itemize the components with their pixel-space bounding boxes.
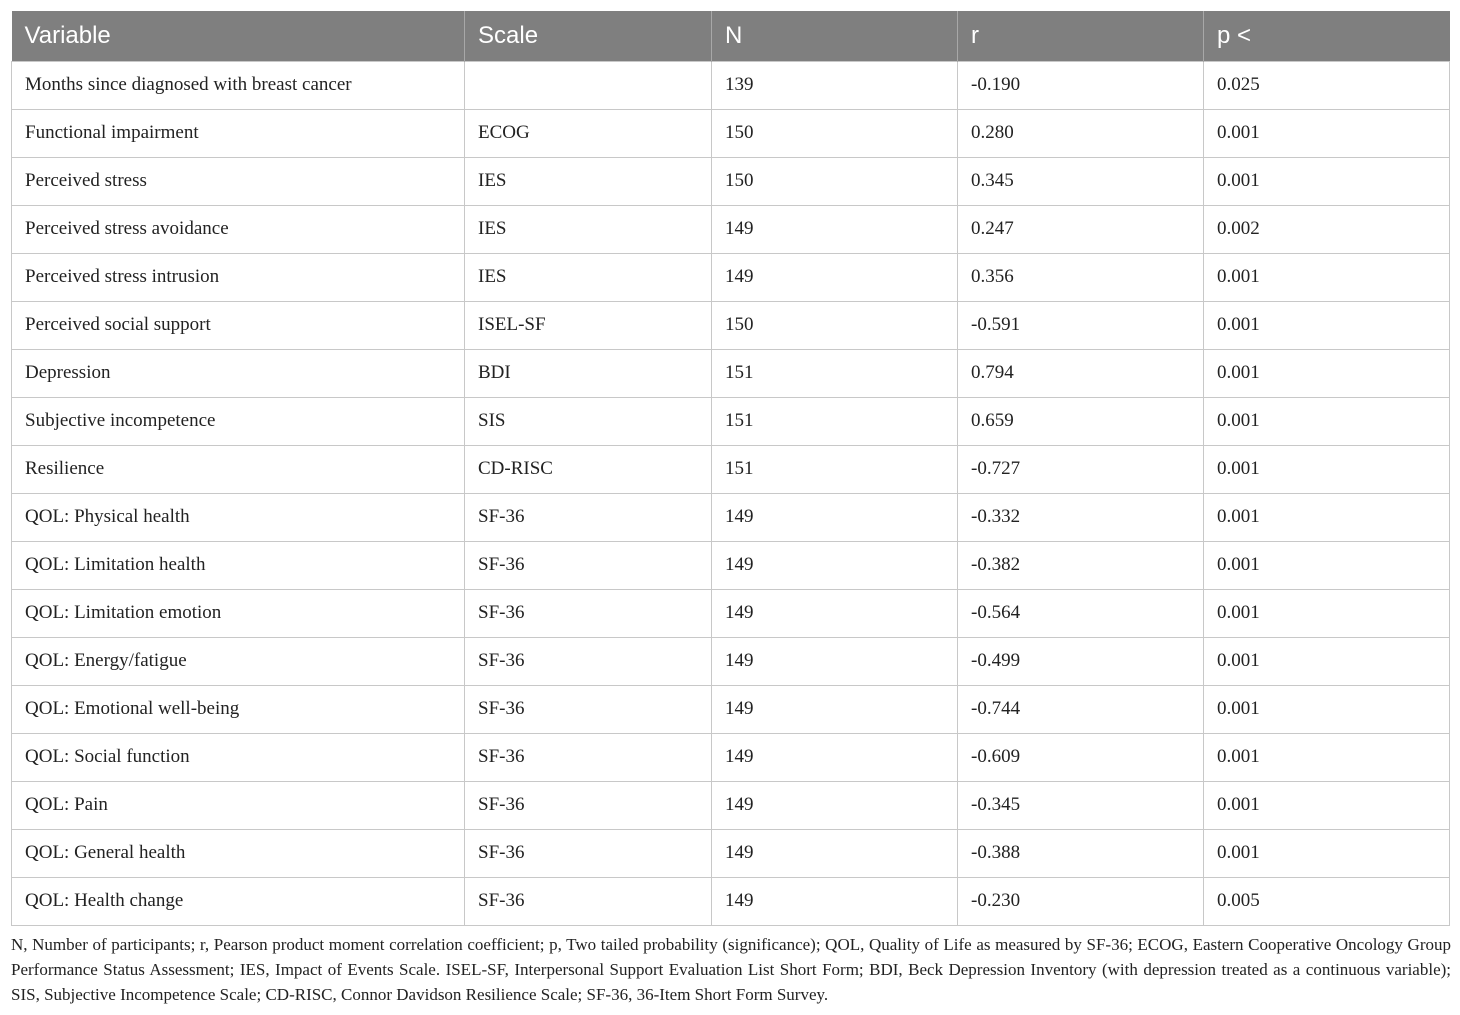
table-row [12,637,1450,685]
cell-scale: SF-36 [465,877,712,925]
cell-n: 149 [712,253,958,301]
table-row [12,61,1450,109]
table-row [12,445,1450,493]
cell-p: 0.005 [1204,877,1450,925]
cell-scale: SF-36 [465,829,712,877]
cell-n: 150 [712,301,958,349]
cell-variable: QOL: Social function [12,733,465,781]
cell-r: 0.280 [958,109,1204,157]
cell-n: 149 [712,589,958,637]
cell-scale: IES [465,205,712,253]
cell-variable: QOL: Pain [12,781,465,829]
cell-scale: SF-36 [465,781,712,829]
cell-p: 0.001 [1204,253,1450,301]
cell-r: 0.794 [958,349,1204,397]
cell-scale: CD-RISC [465,445,712,493]
header-n: N [712,11,958,61]
table-row [12,493,1450,541]
cell-n: 149 [712,733,958,781]
table-row [12,397,1450,445]
table-row [12,589,1450,637]
cell-variable: QOL: Health change [12,877,465,925]
table-row [12,685,1450,733]
cell-p: 0.001 [1204,109,1450,157]
cell-scale [465,61,712,109]
cell-r: 0.356 [958,253,1204,301]
cell-r: -0.564 [958,589,1204,637]
cell-scale: SF-36 [465,685,712,733]
table-row [12,109,1450,157]
cell-n: 149 [712,877,958,925]
cell-n: 149 [712,493,958,541]
table-row [12,733,1450,781]
table-row [12,541,1450,589]
cell-variable: QOL: General health [12,829,465,877]
cell-p: 0.001 [1204,301,1450,349]
cell-scale: SF-36 [465,733,712,781]
cell-variable: QOL: Physical health [12,493,465,541]
cell-scale: IES [465,157,712,205]
cell-variable: QOL: Limitation health [12,541,465,589]
cell-variable: Perceived stress intrusion [12,253,465,301]
cell-n: 149 [712,685,958,733]
cell-p: 0.025 [1204,61,1450,109]
header-row [12,11,1450,61]
cell-r: -0.230 [958,877,1204,925]
cell-scale: SF-36 [465,589,712,637]
table-row [12,349,1450,397]
cell-variable: QOL: Emotional well-being [12,685,465,733]
cell-r: -0.727 [958,445,1204,493]
header-p: p < [1204,11,1450,61]
cell-p: 0.001 [1204,685,1450,733]
cell-n: 149 [712,541,958,589]
cell-scale: IES [465,253,712,301]
cell-variable: QOL: Energy/fatigue [12,637,465,685]
cell-r: -0.332 [958,493,1204,541]
cell-variable: Functional impairment [12,109,465,157]
cell-r: -0.499 [958,637,1204,685]
table-footnote: N, Number of participants; r, Pearson product moment correlation coefficient; p, Two tailed probability (significance); QOL, Quality of Life as measured by SF-36; ECOG, Eastern Cooperative Oncology Group Performance Status Assessment; IES, Impact of Events Scale. ISEL-SF, Interpersonal Support Evaluation List Short Form; BDI, Beck Depression Inventory (with depression treated as a continuous variable); SIS, Subjective Incompetence Scale; CD-RISC, Connor Davidson Resilience Scale; SF-36, 36-Item Short Form Survey. [11,935,1451,1004]
table-row [12,253,1450,301]
header-variable: Variable [12,11,465,61]
cell-r: -0.190 [958,61,1204,109]
cell-n: 151 [712,349,958,397]
cell-n: 151 [712,397,958,445]
header-r: r [958,11,1204,61]
cell-variable: Months since diagnosed with breast cancer [12,61,465,109]
table-row [12,157,1450,205]
cell-p: 0.001 [1204,349,1450,397]
cell-scale: SF-36 [465,493,712,541]
cell-variable: Resilience [12,445,465,493]
cell-r: 0.659 [958,397,1204,445]
cell-n: 150 [712,109,958,157]
cell-scale: SF-36 [465,637,712,685]
correlation-table-container [11,11,1449,926]
cell-n: 149 [712,205,958,253]
cell-n: 149 [712,781,958,829]
table-body [12,61,1450,925]
cell-r: -0.591 [958,301,1204,349]
cell-scale: SF-36 [465,541,712,589]
cell-scale: ISEL-SF [465,301,712,349]
cell-p: 0.001 [1204,781,1450,829]
cell-r: 0.247 [958,205,1204,253]
cell-n: 139 [712,61,958,109]
cell-r: 0.345 [958,157,1204,205]
cell-variable: Perceived stress avoidance [12,205,465,253]
cell-p: 0.001 [1204,397,1450,445]
cell-p: 0.002 [1204,205,1450,253]
cell-variable: Subjective incompetence [12,397,465,445]
cell-r: -0.609 [958,733,1204,781]
cell-p: 0.001 [1204,493,1450,541]
cell-p: 0.001 [1204,589,1450,637]
table-row [12,781,1450,829]
table-header [12,11,1450,61]
cell-variable: Perceived social support [12,301,465,349]
cell-variable: Perceived stress [12,157,465,205]
cell-scale: ECOG [465,109,712,157]
table-row [12,205,1450,253]
cell-p: 0.001 [1204,637,1450,685]
cell-p: 0.001 [1204,157,1450,205]
cell-n: 151 [712,445,958,493]
correlation-table [11,11,1450,926]
header-scale: Scale [465,11,712,61]
cell-r: -0.744 [958,685,1204,733]
cell-p: 0.001 [1204,733,1450,781]
cell-scale: BDI [465,349,712,397]
cell-r: -0.345 [958,781,1204,829]
table-row [12,877,1450,925]
cell-variable: QOL: Limitation emotion [12,589,465,637]
cell-r: -0.388 [958,829,1204,877]
cell-p: 0.001 [1204,541,1450,589]
table-row [12,301,1450,349]
cell-p: 0.001 [1204,445,1450,493]
cell-r: -0.382 [958,541,1204,589]
cell-scale: SIS [465,397,712,445]
table-row [12,829,1450,877]
cell-variable: Depression [12,349,465,397]
cell-n: 149 [712,637,958,685]
cell-n: 150 [712,157,958,205]
cell-n: 149 [712,829,958,877]
cell-p: 0.001 [1204,829,1450,877]
